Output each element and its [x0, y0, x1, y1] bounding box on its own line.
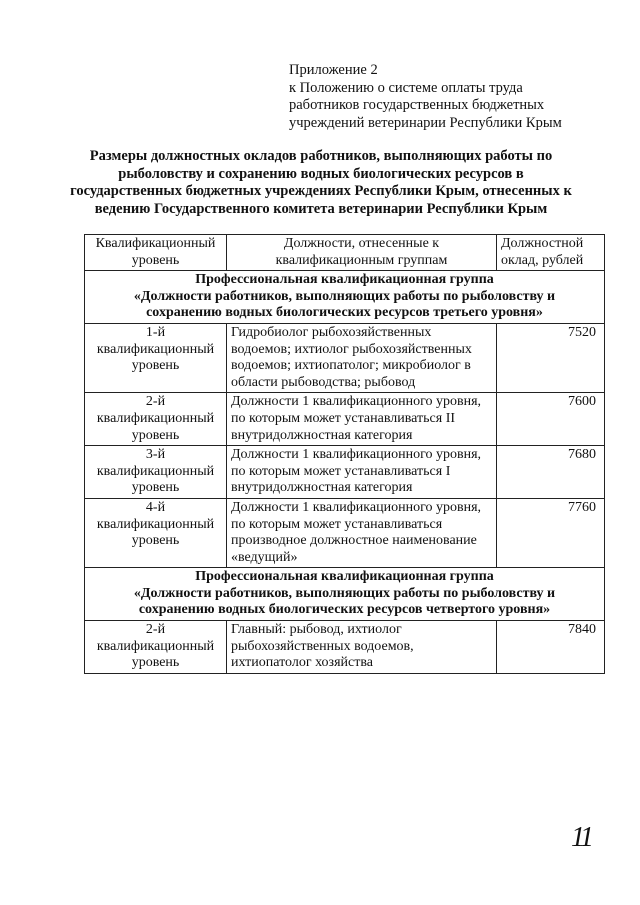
salary-cell: 7520: [497, 323, 605, 392]
level-word: квалификационный: [96, 516, 215, 532]
header-salary: Должностной оклад, рублей: [497, 235, 605, 271]
level-cell: [85, 621, 227, 674]
group-heading-row: [85, 271, 605, 324]
table-header-row: [85, 235, 605, 271]
level-cell: [85, 498, 227, 567]
group-line: Профессиональная квалификационная группа: [195, 272, 494, 288]
group-line: «Должности работников, выполняющих работы по рыболовству и: [133, 585, 556, 601]
document-title: [40, 148, 602, 218]
group-line: сохранению водных биологических ресурсов четвертого уровня»: [138, 602, 551, 618]
level-number: 3-й: [145, 447, 166, 463]
table-row: [85, 446, 605, 499]
appendix-line: учреждений ветеринарии Республики Крым: [289, 114, 562, 131]
group-line: «Должности работников, выполняющих работы по рыболовству и: [133, 288, 556, 304]
level-word: квалификационный: [96, 341, 215, 357]
appendix-line: к Положению о системе оплаты труда: [289, 79, 523, 96]
table-row: [85, 393, 605, 446]
level-tail: уровень: [131, 655, 180, 671]
group-heading-row: [85, 568, 605, 621]
group-heading: [85, 568, 605, 621]
salary-table: [84, 234, 605, 674]
positions-cell: Должности 1 квалификационного уровня, по которым может устанавливаться производное должностное наименование «ведущий»: [227, 498, 497, 567]
level-word: квалификационный: [96, 638, 215, 654]
salary-cell: 7760: [497, 498, 605, 567]
level-cell: [85, 446, 227, 499]
positions-cell: Главный: рыбовод, ихтиолог рыбохозяйственных водоемов, ихтиопатолог хозяйства: [227, 621, 497, 674]
handwritten-page-number: 11: [571, 822, 591, 853]
title-line: рыболовству и сохранению водных биологических ресурсов в: [118, 165, 524, 182]
level-word: квалификационный: [96, 410, 215, 426]
level-tail: уровень: [131, 358, 180, 374]
title-line: ведению Государственного комитета ветеринарии Республики Крым: [94, 200, 548, 217]
positions-cell: Гидробиолог рыбохозяйственных водоемов; ихтиолог рыбохозяйственных водоемов; ихтиопатолог; микробиолог в области рыбоводства; рыбовод: [227, 323, 497, 392]
appendix-reference: [289, 62, 562, 132]
salary-cell: 7680: [497, 446, 605, 499]
level-cell: [85, 393, 227, 446]
level-tail: уровень: [131, 427, 180, 443]
header-positions: Должности, отнесенные к квалификационным группам: [227, 235, 497, 271]
title-line: государственных бюджетных учреждениях Республики Крым, отнесенных к: [70, 183, 572, 199]
level-number: 1-й: [145, 324, 166, 340]
salary-cell: 7840: [497, 621, 605, 674]
group-heading: [85, 271, 605, 324]
level-word: квалификационный: [96, 463, 215, 479]
table-row: [85, 621, 605, 674]
salary-cell: 7600: [497, 393, 605, 446]
table-row: [85, 323, 605, 392]
header-level: Квалификационный уровень: [85, 235, 227, 271]
level-tail: уровень: [131, 533, 180, 549]
appendix-line: работников государственных бюджетных: [289, 97, 545, 113]
level-number: 2-й: [145, 622, 166, 638]
level-number: 2-й: [145, 394, 166, 410]
title-line: Размеры должностных окладов работников, выполняющих работы по: [89, 148, 553, 164]
table-row: [85, 498, 605, 567]
level-tail: уровень: [131, 480, 180, 496]
group-line: Профессиональная квалификационная группа: [195, 569, 494, 585]
level-cell: [85, 323, 227, 392]
positions-cell: Должности 1 квалификационного уровня, по которым может устанавливаться I внутридолжностная категория: [227, 446, 497, 499]
positions-cell: Должности 1 квалификационного уровня, по которым может устанавливаться II внутридолжностная категория: [227, 393, 497, 446]
appendix-line: Приложение 2: [289, 62, 378, 78]
group-line: сохранению водных биологических ресурсов третьего уровня»: [146, 305, 543, 321]
level-number: 4-й: [145, 499, 166, 515]
